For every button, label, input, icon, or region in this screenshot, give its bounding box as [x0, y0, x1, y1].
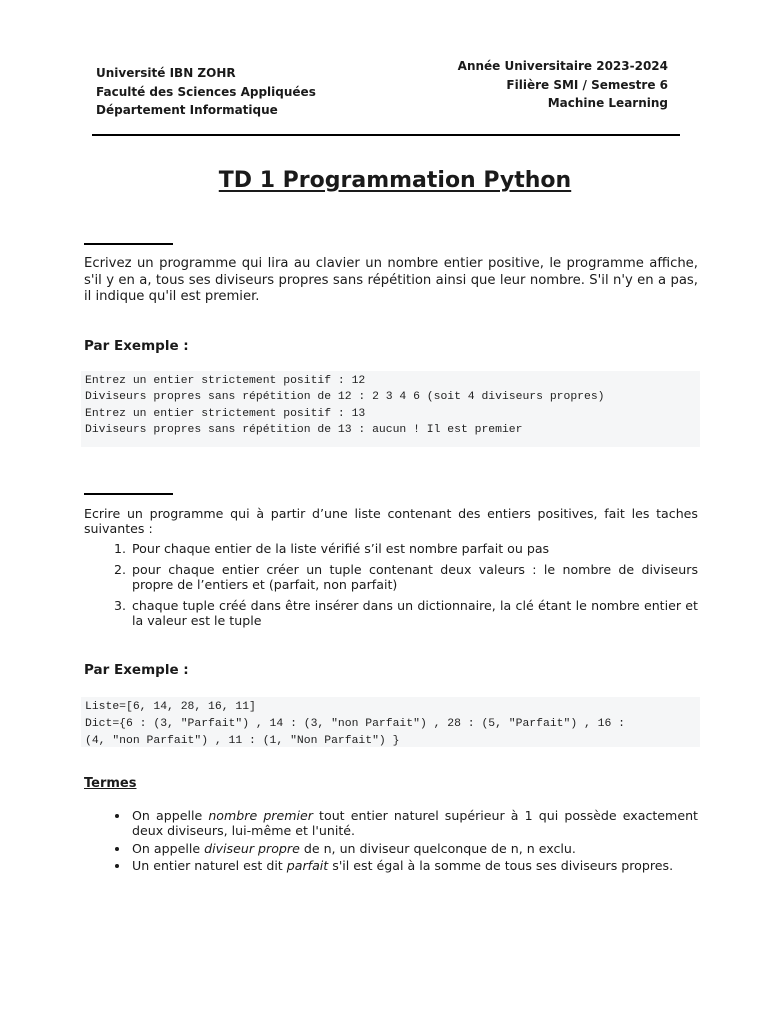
- definition-text: On appelle: [132, 808, 209, 823]
- course-name: Machine Learning: [547, 96, 668, 110]
- term-definition: [130, 858, 698, 873]
- exercise-2-code-block: [81, 697, 700, 747]
- defined-term: parfait: [286, 857, 329, 873]
- list-item: 1. Pour chaque entier de la liste vérifié s’il est nombre parfait ou pas: [130, 541, 698, 556]
- document-title: TD 1 Programmation Python: [218, 168, 572, 193]
- exercise-2-rule: [84, 493, 173, 495]
- academic-year: Année Universitaire 2023-2024: [457, 59, 668, 73]
- university-name: Université IBN ZOHR: [96, 66, 236, 80]
- code-line: Dict={6 : (3, "Parfait") , 14 : (3, "non Parfait") , 28 : (5, "Parfait") , 16 :: [85, 717, 626, 730]
- defined-term: diviseur propre: [204, 840, 300, 856]
- code-line: (4, "non Parfait") , 11 : (1, "Non Parfait") }: [85, 734, 400, 747]
- definition-text: On appelle: [132, 840, 205, 856]
- exercise-1-statement: Ecrivez un programme qui lira au clavier un nombre entier positive, le programme affiche, s'il y en a, tous ses diviseurs propres sans répétition ainsi que leur nombre. S'il n'y en a pas, il indique qu'il est premier.: [84, 256, 698, 304]
- term-definition: [130, 808, 698, 839]
- list-item: 3. chaque tuple créé dans être insérer dans un dictionnaire, la clé étant le nombre entier et la valeur est le tuple: [130, 598, 698, 628]
- terms-list: [84, 808, 698, 875]
- header-divider: [92, 134, 680, 136]
- defined-term: nombre premier: [208, 808, 313, 823]
- exercise-2-task-list: [84, 541, 698, 634]
- definition-text: de n, un diviseur quelconque de n, n exclu.: [299, 840, 576, 856]
- code-line: Diviseurs propres sans répétition de 13 : aucun ! Il est premier: [85, 424, 523, 437]
- code-line: Diviseurs propres sans répétition de 12 : 2 3 4 6 (soit 4 diviseurs propres): [85, 391, 605, 404]
- exercise-2-statement: Ecrire un programme qui à partir d’une liste contenant des entiers positives, fait les taches suivantes :: [84, 506, 698, 536]
- code-line: Entrez un entier strictement positif : 13: [85, 407, 366, 420]
- list-item: 2. pour chaque entier créer un tuple contenant deux valeurs : le nombre de diviseurs propre de l’entiers et (parfait, non parfait): [130, 562, 698, 592]
- course-block: [458, 57, 668, 113]
- exercise-1-code-block: [81, 371, 700, 447]
- faculty-name: Faculté des Sciences Appliquées: [96, 84, 316, 99]
- code-line: Entrez un entier strictement positif : 12: [85, 375, 366, 387]
- definition-text: tout entier naturel supérieur à 1 qui possède exactement deux diviseurs, lui-même et l'unité.: [132, 808, 698, 839]
- department-name: Département Informatique: [96, 103, 278, 117]
- terms-heading: Termes: [84, 776, 137, 791]
- institution-block: [96, 64, 316, 120]
- definition-text: Un entier naturel est dit: [132, 857, 287, 873]
- exercise-1-example-heading: Par Exemple :: [84, 338, 189, 354]
- exercise-1-rule: [84, 243, 173, 245]
- term-definition: [130, 841, 698, 856]
- exercise-2-example-heading: Par Exemple :: [84, 662, 189, 678]
- code-line: Liste=[6, 14, 28, 16, 11]: [85, 701, 256, 713]
- program-semester: Filière SMI / Semestre 6: [506, 77, 668, 92]
- definition-text: s'il est égal à la somme de tous ses diviseurs propres.: [328, 857, 674, 873]
